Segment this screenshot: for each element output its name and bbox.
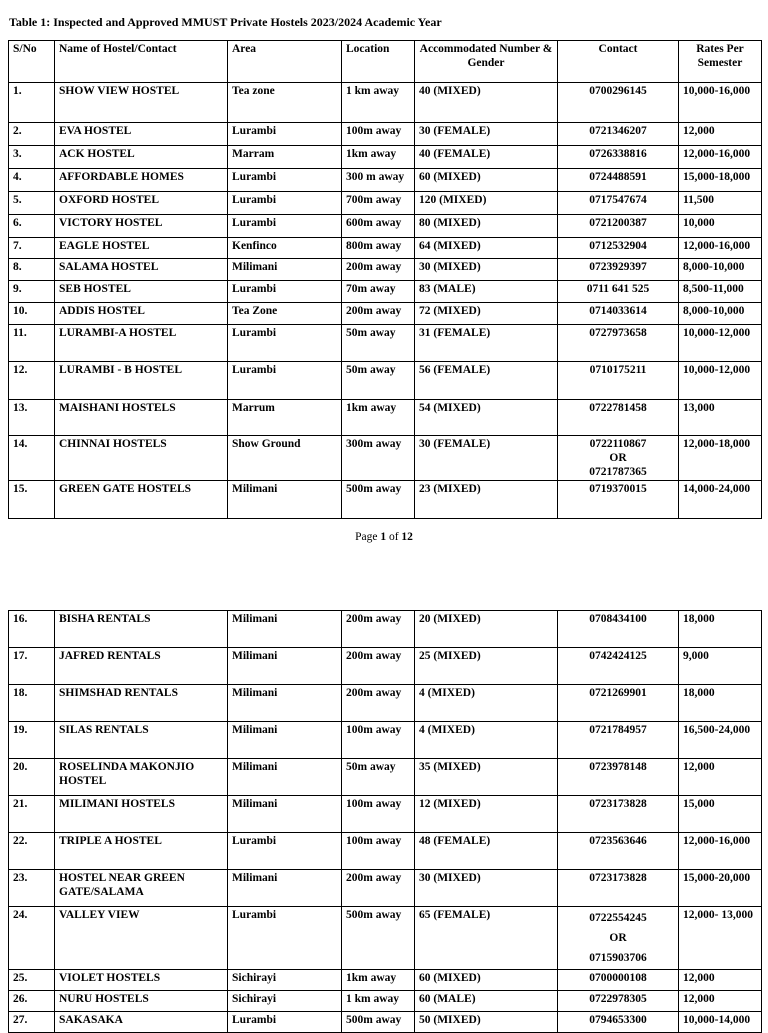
cell-sno: 8. [9, 259, 55, 281]
cell-accommodated: 60 (MIXED) [415, 970, 558, 991]
cell-rate: 18,000 [679, 611, 762, 648]
table-row [9, 833, 762, 870]
cell-location: 50m away [342, 759, 415, 796]
cell-sno: 7. [9, 238, 55, 259]
header-rates: Rates Per Semester [679, 41, 762, 83]
table-row [9, 870, 762, 907]
cell-area: Lurambi [228, 215, 342, 238]
table-row [9, 83, 762, 123]
cell-rate: 12,000- 13,000 [679, 907, 762, 970]
cell-location: 200m away [342, 611, 415, 648]
cell-location: 200m away [342, 685, 415, 722]
cell-contact: 0727973658 [558, 325, 679, 362]
cell-area: Tea zone [228, 83, 342, 123]
table-row [9, 991, 762, 1012]
cell-accommodated: 54 (MIXED) [415, 400, 558, 436]
cell-rate: 15,000 [679, 796, 762, 833]
cell-accommodated: 83 (MALE) [415, 281, 558, 303]
cell-name: MAISHANI HOSTELS [55, 400, 228, 436]
cell-name: MILIMANI HOSTELS [55, 796, 228, 833]
cell-rate: 12,000 [679, 991, 762, 1012]
cell-location: 700m away [342, 192, 415, 215]
cell-location: 1 km away [342, 83, 415, 123]
table-row [9, 400, 762, 436]
cell-rate: 11,500 [679, 192, 762, 215]
header-area: Area [228, 41, 342, 83]
cell-name: SHOW VIEW HOSTEL [55, 83, 228, 123]
cell-rate: 9,000 [679, 648, 762, 685]
cell-sno: 3. [9, 146, 55, 169]
cell-location: 50m away [342, 362, 415, 400]
cell-rate: 15,000-18,000 [679, 169, 762, 192]
cell-contact: 0721346207 [558, 123, 679, 146]
cell-contact: 0794653300 [558, 1012, 679, 1033]
cell-accommodated: 30 (MIXED) [415, 870, 558, 907]
header-sno: S/No [9, 41, 55, 83]
cell-sno: 10. [9, 303, 55, 325]
cell-accommodated: 60 (MALE) [415, 991, 558, 1012]
cell-name: VALLEY VIEW [55, 907, 228, 970]
cell-sno: 5. [9, 192, 55, 215]
cell-rate: 8,000-10,000 [679, 303, 762, 325]
cell-area: Lurambi [228, 1012, 342, 1033]
cell-accommodated: 72 (MIXED) [415, 303, 558, 325]
contact-number: 0722110867 [589, 438, 647, 450]
cell-accommodated: 30 (MIXED) [415, 259, 558, 281]
cell-location: 200m away [342, 870, 415, 907]
cell-sno: 13. [9, 400, 55, 436]
cell-rate: 12,000 [679, 123, 762, 146]
cell-location: 100m away [342, 796, 415, 833]
cell-sno: 25. [9, 970, 55, 991]
cell-location: 300 m away [342, 169, 415, 192]
cell-contact: 0723978148 [558, 759, 679, 796]
cell-name: NURU HOSTELS [55, 991, 228, 1012]
hostels-table-page-2 [8, 610, 762, 1033]
table-body-page-2 [9, 611, 762, 1033]
cell-name: SILAS RENTALS [55, 722, 228, 759]
cell-name: HOSTEL NEAR GREEN GATE/SALAMA [55, 870, 228, 907]
cell-name: TRIPLE A HOSTEL [55, 833, 228, 870]
table-row [9, 648, 762, 685]
cell-contact: 0710175211 [558, 362, 679, 400]
cell-sno: 19. [9, 722, 55, 759]
cell-rate: 18,000 [679, 685, 762, 722]
cell-location: 500m away [342, 1012, 415, 1033]
cell-contact: 0723929397 [558, 259, 679, 281]
cell-contact: 0723173828 [558, 796, 679, 833]
cell-location: 100m away [342, 123, 415, 146]
cell-accommodated: 50 (MIXED) [415, 1012, 558, 1033]
cell-area: Sichirayi [228, 970, 342, 991]
cell-sno: 16. [9, 611, 55, 648]
table-row [9, 169, 762, 192]
cell-location: 50m away [342, 325, 415, 362]
cell-name: ACK HOSTEL [55, 146, 228, 169]
cell-sno: 22. [9, 833, 55, 870]
cell-sno: 12. [9, 362, 55, 400]
cell-accommodated: 4 (MIXED) [415, 722, 558, 759]
cell-rate: 12,000-16,000 [679, 238, 762, 259]
cell-area: Milimani [228, 611, 342, 648]
cell-location: 100m away [342, 722, 415, 759]
header-location: Location [342, 41, 415, 83]
table-row [9, 481, 762, 519]
header-name: Name of Hostel/Contact [55, 41, 228, 83]
cell-area: Milimani [228, 870, 342, 907]
cell-sno: 24. [9, 907, 55, 970]
table-row [9, 722, 762, 759]
table-row [9, 796, 762, 833]
cell-location: 200m away [342, 303, 415, 325]
cell-contact [558, 907, 679, 970]
page-total: 12 [401, 531, 413, 543]
cell-area: Sichirayi [228, 991, 342, 1012]
cell-location: 100m away [342, 833, 415, 870]
cell-accommodated: 120 (MIXED) [415, 192, 558, 215]
cell-accommodated: 64 (MIXED) [415, 238, 558, 259]
cell-sno: 23. [9, 870, 55, 907]
cell-accommodated: 65 (FEMALE) [415, 907, 558, 970]
contact-number: 0722554245 [589, 912, 647, 924]
cell-location: 1 km away [342, 991, 415, 1012]
header-accommodated: Accommodated Number & Gender [415, 41, 558, 83]
cell-name: SHIMSHAD RENTALS [55, 685, 228, 722]
cell-sno: 15. [9, 481, 55, 519]
cell-rate: 10,000-16,000 [679, 83, 762, 123]
table-row [9, 970, 762, 991]
cell-sno: 27. [9, 1012, 55, 1033]
cell-sno: 20. [9, 759, 55, 796]
cell-location: 70m away [342, 281, 415, 303]
table-row [9, 238, 762, 259]
cell-sno: 14. [9, 436, 55, 481]
cell-rate: 10,000-14,000 [679, 1012, 762, 1033]
cell-name: ADDIS HOSTEL [55, 303, 228, 325]
cell-area: Lurambi [228, 281, 342, 303]
cell-location: 200m away [342, 648, 415, 685]
cell-sno: 21. [9, 796, 55, 833]
cell-rate: 16,500-24,000 [679, 722, 762, 759]
cell-rate: 12,000-18,000 [679, 436, 762, 481]
cell-sno: 4. [9, 169, 55, 192]
cell-area: Show Ground [228, 436, 342, 481]
cell-contact: 0719370015 [558, 481, 679, 519]
cell-area: Lurambi [228, 123, 342, 146]
cell-contact: 0721784957 [558, 722, 679, 759]
cell-name: EAGLE HOSTEL [55, 238, 228, 259]
cell-area: Milimani [228, 648, 342, 685]
cell-rate: 12,000-16,000 [679, 833, 762, 870]
cell-name: CHINNAI HOSTELS [55, 436, 228, 481]
table-row [9, 685, 762, 722]
table-row [9, 215, 762, 238]
cell-contact: 0723563646 [558, 833, 679, 870]
cell-contact: 0721200387 [558, 215, 679, 238]
table-row [9, 362, 762, 400]
cell-rate: 15,000-20,000 [679, 870, 762, 907]
cell-rate: 12,000 [679, 759, 762, 796]
cell-sno: 9. [9, 281, 55, 303]
contact-or-label: OR [609, 452, 627, 464]
cell-location: 800m away [342, 238, 415, 259]
cell-contact [558, 436, 679, 481]
cell-name: LURAMBI - B HOSTEL [55, 362, 228, 400]
cell-contact: 0722978305 [558, 991, 679, 1012]
table-row [9, 259, 762, 281]
cell-sno: 1. [9, 83, 55, 123]
table-row [9, 281, 762, 303]
cell-contact: 0700296145 [558, 83, 679, 123]
cell-area: Marrum [228, 400, 342, 436]
contact-or-label: OR [609, 932, 627, 944]
cell-contact: 0708434100 [558, 611, 679, 648]
table-row [9, 325, 762, 362]
contact-number: 0721787365 [589, 466, 647, 478]
cell-location: 600m away [342, 215, 415, 238]
cell-location: 1km away [342, 146, 415, 169]
cell-accommodated: 40 (FEMALE) [415, 146, 558, 169]
cell-sno: 2. [9, 123, 55, 146]
document-title: Table 1: Inspected and Approved MMUST Private Hostels 2023/2024 Academic Year [9, 15, 442, 29]
cell-accommodated: 4 (MIXED) [415, 685, 558, 722]
cell-name: VIOLET HOSTELS [55, 970, 228, 991]
cell-rate: 10,000 [679, 215, 762, 238]
contact-number: 0715903706 [589, 952, 647, 964]
page-number [0, 531, 768, 543]
cell-name: ROSELINDA MAKONJIO HOSTEL [55, 759, 228, 796]
cell-sno: 6. [9, 215, 55, 238]
cell-name: BISHA RENTALS [55, 611, 228, 648]
cell-name: OXFORD HOSTEL [55, 192, 228, 215]
cell-accommodated: 56 (FEMALE) [415, 362, 558, 400]
cell-area: Lurambi [228, 192, 342, 215]
page-current: 1 [380, 531, 387, 543]
cell-contact: 0717547674 [558, 192, 679, 215]
table-row [9, 192, 762, 215]
cell-area: Lurambi [228, 362, 342, 400]
table-row [9, 907, 762, 970]
hostels-table-page-1 [8, 40, 762, 519]
cell-accommodated: 25 (MIXED) [415, 648, 558, 685]
cell-accommodated: 40 (MIXED) [415, 83, 558, 123]
cell-location: 1km away [342, 970, 415, 991]
cell-location: 500m away [342, 481, 415, 519]
cell-area: Tea Zone [228, 303, 342, 325]
cell-area: Milimani [228, 685, 342, 722]
cell-name: AFFORDABLE HOMES [55, 169, 228, 192]
page-of: of [388, 531, 399, 543]
cell-accommodated: 60 (MIXED) [415, 169, 558, 192]
cell-contact: 0714033614 [558, 303, 679, 325]
cell-rate: 14,000-24,000 [679, 481, 762, 519]
cell-location: 300m away [342, 436, 415, 481]
table-row [9, 611, 762, 648]
cell-accommodated: 35 (MIXED) [415, 759, 558, 796]
table-header-row [9, 41, 762, 83]
cell-contact: 0742424125 [558, 648, 679, 685]
cell-area: Milimani [228, 759, 342, 796]
cell-name: SEB HOSTEL [55, 281, 228, 303]
cell-accommodated: 12 (MIXED) [415, 796, 558, 833]
header-contact: Contact [558, 41, 679, 83]
cell-accommodated: 30 (FEMALE) [415, 436, 558, 481]
cell-contact: 0722781458 [558, 400, 679, 436]
cell-accommodated: 31 (FEMALE) [415, 325, 558, 362]
cell-location: 1km away [342, 400, 415, 436]
cell-name: SALAMA HOSTEL [55, 259, 228, 281]
cell-rate: 8,500-11,000 [679, 281, 762, 303]
cell-sno: 26. [9, 991, 55, 1012]
cell-area: Milimani [228, 481, 342, 519]
cell-contact: 0723173828 [558, 870, 679, 907]
cell-area: Kenfinco [228, 238, 342, 259]
table-row [9, 759, 762, 796]
cell-area: Lurambi [228, 833, 342, 870]
cell-rate: 12,000-16,000 [679, 146, 762, 169]
cell-area: Milimani [228, 796, 342, 833]
cell-area: Marram [228, 146, 342, 169]
cell-contact: 0700000108 [558, 970, 679, 991]
cell-name: SAKASAKA [55, 1012, 228, 1033]
cell-contact: 0724488591 [558, 169, 679, 192]
cell-name: VICTORY HOSTEL [55, 215, 228, 238]
cell-sno: 17. [9, 648, 55, 685]
cell-area: Milimani [228, 722, 342, 759]
cell-contact: 0712532904 [558, 238, 679, 259]
cell-name: EVA HOSTEL [55, 123, 228, 146]
cell-area: Milimani [228, 259, 342, 281]
cell-area: Lurambi [228, 907, 342, 970]
table-row [9, 1012, 762, 1033]
cell-rate: 13,000 [679, 400, 762, 436]
cell-rate: 10,000-12,000 [679, 362, 762, 400]
cell-sno: 18. [9, 685, 55, 722]
cell-rate: 8,000-10,000 [679, 259, 762, 281]
cell-accommodated: 23 (MIXED) [415, 481, 558, 519]
cell-location: 500m away [342, 907, 415, 970]
table-row [9, 123, 762, 146]
cell-accommodated: 48 (FEMALE) [415, 833, 558, 870]
cell-contact: 0721269901 [558, 685, 679, 722]
cell-accommodated: 80 (MIXED) [415, 215, 558, 238]
cell-area: Lurambi [228, 325, 342, 362]
cell-accommodated: 30 (FEMALE) [415, 123, 558, 146]
cell-contact: 0711 641 525 [558, 281, 679, 303]
cell-rate: 10,000-12,000 [679, 325, 762, 362]
cell-name: JAFRED RENTALS [55, 648, 228, 685]
table-row [9, 436, 762, 481]
cell-area: Lurambi [228, 169, 342, 192]
cell-name: GREEN GATE HOSTELS [55, 481, 228, 519]
cell-location: 200m away [342, 259, 415, 281]
table-row [9, 146, 762, 169]
table-row [9, 303, 762, 325]
cell-accommodated: 20 (MIXED) [415, 611, 558, 648]
page-prefix: Page [355, 531, 378, 543]
cell-contact: 0726338816 [558, 146, 679, 169]
cell-sno: 11. [9, 325, 55, 362]
cell-rate: 12,000 [679, 970, 762, 991]
table-body-page-1 [9, 83, 762, 519]
cell-name: LURAMBI-A HOSTEL [55, 325, 228, 362]
